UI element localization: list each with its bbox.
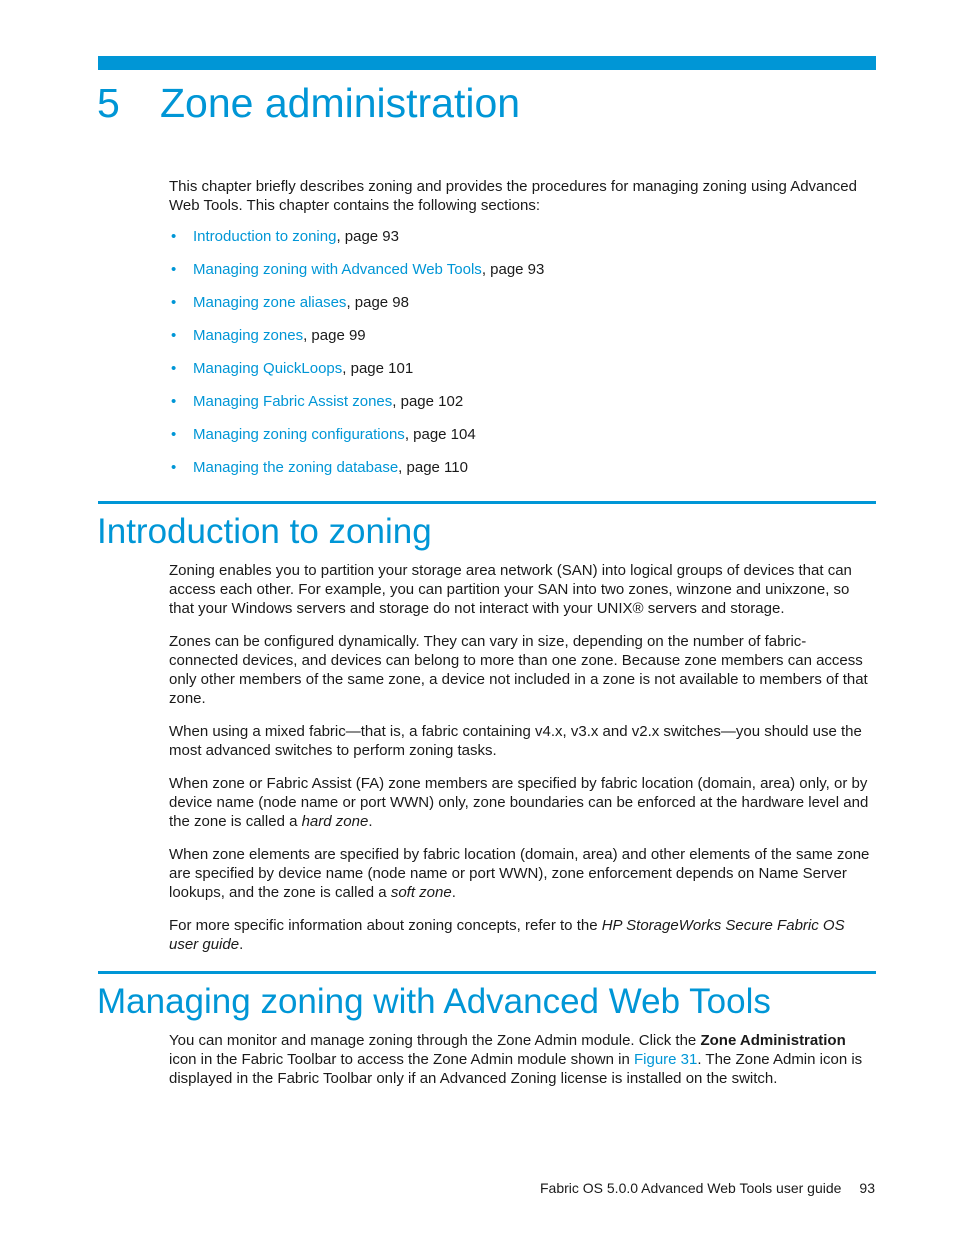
text-run: When zone elements are specified by fabric location (domain, area) and other elements of the same zone are specified by device name (node name or port WWN), zone enforcement depends on Name Server lookups, and the zone is called a bbox=[169, 846, 870, 901]
term-hard-zone: hard zone bbox=[301, 813, 369, 830]
toc-link-managing-zoning-database[interactable]: Managing the zoning database bbox=[193, 459, 399, 476]
list-item bbox=[169, 293, 875, 326]
paragraph bbox=[169, 845, 875, 902]
paragraph: When using a mixed fabric—that is, a fabric containing v4.x, v3.x and v2.x switches—you should use the most advanced switches to perform zoning tasks. bbox=[169, 723, 862, 759]
term-soft-zone: soft zone bbox=[390, 884, 452, 901]
toc-link-managing-zoning-configurations[interactable]: Managing zoning configurations bbox=[193, 426, 405, 443]
toc-link-introduction-to-zoning[interactable]: Introduction to zoning bbox=[193, 228, 337, 245]
list-item bbox=[169, 227, 875, 260]
toc-link-managing-zoning-with-awt[interactable]: Managing zoning with Advanced Web Tools bbox=[193, 261, 482, 278]
introduction-body bbox=[169, 561, 875, 968]
paragraph bbox=[169, 774, 875, 831]
toc-link-managing-zones[interactable]: Managing zones bbox=[193, 327, 304, 344]
section-rule bbox=[98, 971, 876, 974]
bullet-icon: • bbox=[171, 228, 177, 245]
book-title: HP StorageWorks Secure Fabric OS user guide bbox=[169, 917, 845, 953]
paragraph bbox=[169, 1031, 875, 1088]
toc-page-ref: , page 99 bbox=[303, 327, 366, 344]
paragraph bbox=[169, 916, 875, 954]
toc-page-ref: , page 104 bbox=[404, 426, 476, 443]
text-run: . bbox=[239, 936, 244, 953]
list-item bbox=[169, 392, 875, 425]
text-run: . bbox=[368, 813, 373, 830]
text-run: . The Zone Admin icon is displayed in the Fabric Toolbar only if an Advanced Zoning license is installed on the switch. bbox=[169, 1051, 863, 1087]
toc-page-ref: , page 110 bbox=[398, 459, 468, 476]
bullet-icon: • bbox=[171, 261, 177, 278]
section-title-introduction: Introduction to zoning bbox=[97, 512, 432, 551]
footer-page-number: 93 bbox=[859, 1180, 875, 1196]
ui-term-zone-administration: Zone Administration bbox=[700, 1032, 846, 1049]
figure-31-link[interactable]: Figure 31 bbox=[633, 1051, 698, 1068]
text-run: When zone or Fabric Assist (FA) zone members are specified by fabric location (domain, area) only, or by device name (node name or port WWN) only, zone boundaries can be enforced at the hardware level and the zone is called a bbox=[169, 775, 869, 830]
toc-page-ref: , page 102 bbox=[392, 393, 464, 410]
section-rule bbox=[98, 501, 876, 504]
toc-link-managing-fabric-assist-zones[interactable]: Managing Fabric Assist zones bbox=[193, 393, 393, 410]
toc-page-ref: , page 98 bbox=[346, 294, 409, 311]
toc-link-managing-quickloops[interactable]: Managing QuickLoops bbox=[193, 360, 343, 377]
text-run: You can monitor and manage zoning through the Zone Admin module. Click the bbox=[169, 1032, 701, 1049]
paragraph: Zoning enables you to partition your storage area network (SAN) into logical groups of devices that can access each other. For example, you can partition your SAN into two zones, winzone and unixzone, so that your Windows servers and storage do not interact with your UNIX® servers and storage. bbox=[169, 562, 852, 617]
section-list bbox=[169, 227, 875, 491]
bullet-icon: • bbox=[171, 459, 177, 476]
toc-page-ref: , page 101 bbox=[342, 360, 414, 377]
chapter-intro-paragraph: This chapter briefly describes zoning and provides the procedures for managing zoning using Advanced Web Tools. This chapter contains the following sections: bbox=[169, 178, 857, 214]
chapter-intro-block bbox=[169, 177, 875, 491]
chapter-title bbox=[97, 80, 520, 127]
footer-guide-title: Fabric OS 5.0.0 Advanced Web Tools user guide bbox=[539, 1180, 842, 1196]
paragraph: Zones can be configured dynamically. They can vary in size, depending on the number of fabric-connected devices, and devices can belong to more than one zone. Because zone members can access only other members of the same zone, a device not included in a zone is not available to members of that zone. bbox=[169, 633, 868, 707]
bullet-icon: • bbox=[171, 327, 177, 344]
bullet-icon: • bbox=[171, 393, 177, 410]
toc-page-ref: , page 93 bbox=[336, 228, 399, 245]
chapter-title-text: Zone administration bbox=[160, 80, 521, 126]
text-run: icon in the Fabric Toolbar to access the Zone Admin module shown in bbox=[169, 1051, 634, 1068]
text-run: . bbox=[451, 884, 456, 901]
bullet-icon: • bbox=[171, 294, 177, 311]
list-item bbox=[169, 326, 875, 359]
list-item bbox=[169, 425, 875, 458]
section-title-managing-zoning: Managing zoning with Advanced Web Tools bbox=[97, 982, 771, 1021]
managing-zoning-body bbox=[169, 1031, 875, 1102]
list-item bbox=[169, 458, 875, 491]
list-item bbox=[169, 359, 875, 392]
chapter-number: 5 bbox=[97, 80, 120, 126]
toc-link-managing-zone-aliases[interactable]: Managing zone aliases bbox=[193, 294, 347, 311]
bullet-icon: • bbox=[171, 360, 177, 377]
bullet-icon: • bbox=[171, 426, 177, 443]
toc-page-ref: , page 93 bbox=[481, 261, 545, 278]
text-run: For more specific information about zoning concepts, refer to the bbox=[169, 917, 602, 934]
chapter-top-rule bbox=[98, 56, 876, 70]
list-item bbox=[169, 260, 875, 293]
page-footer bbox=[540, 1180, 875, 1196]
